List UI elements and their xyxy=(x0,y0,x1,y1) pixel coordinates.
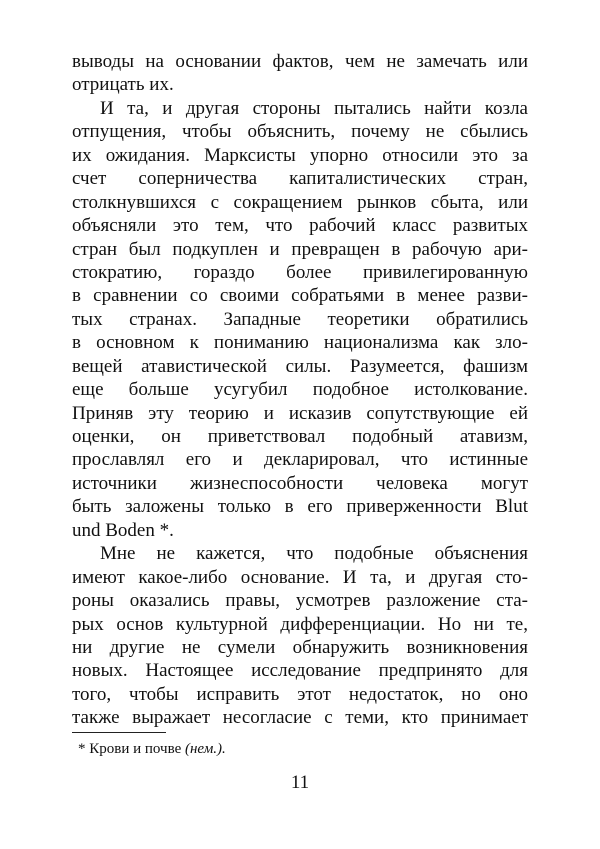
text-line: источники жизнеспособности человека могут xyxy=(72,472,528,494)
text-line: ни другие не сумели обнаружить возникновения xyxy=(72,636,528,658)
paragraph xyxy=(72,50,528,97)
footnote-text: Крови и почве xyxy=(89,741,182,757)
text-line: роны оказались правы, усмотрев разложение ста- xyxy=(72,590,528,612)
text-line: И та, и другая стороны пытались найти козла xyxy=(100,97,528,119)
paragraph xyxy=(72,542,528,730)
text-line: новых. Настоящее исследование предпринято для xyxy=(72,660,528,682)
body-text xyxy=(72,50,528,730)
text-line: стократию, гораздо более привилегированную xyxy=(72,261,528,283)
text-line: рых основ культурной дифференциации. Но ни те, xyxy=(72,613,528,635)
text-line: счет соперничества капиталистических стран, xyxy=(72,168,528,190)
text-line: Мне не кажется, что подобные объяснения xyxy=(100,543,528,565)
text-line: в сравнении со своими собратьями в менее разви- xyxy=(72,285,528,307)
text-line: выводы на основании фактов, чем не замечать или xyxy=(72,51,528,72)
text-line: объясняли это тем, что рабочий класс развитых xyxy=(72,215,528,237)
paragraph xyxy=(72,97,528,542)
text-line: отрицать их. xyxy=(72,74,174,96)
text-line: прославлял его и декларировал, что истинные xyxy=(72,449,528,471)
text-line: в основном к пониманию национализма как зло- xyxy=(72,332,528,354)
text-line: того, чтобы исправить этот недостаток, но оно xyxy=(72,683,528,705)
text-line: стран был подкуплен и превращен в рабочую ари- xyxy=(72,238,528,260)
text-line: und Boden *. xyxy=(72,519,174,541)
footnote-marker: * xyxy=(78,741,86,757)
text-line: их ожидания. Марксисты упорно относили это за xyxy=(72,144,528,166)
text-line: вещей атавистической силы. Разумеется, фашизм xyxy=(72,355,528,377)
text-line: еще больше усугубил подобное истолкование. xyxy=(72,379,528,401)
text-line: Приняв эту теорию и исказив сопутствующие ей xyxy=(72,402,528,424)
text-line: тых странах. Западные теоретики обратились xyxy=(72,308,528,330)
footnote-note: (нем.). xyxy=(184,741,226,757)
text-line: также выражает несогласие с теми, кто принимает xyxy=(72,707,528,729)
page-number: 11 xyxy=(290,772,310,793)
text-line: имеют какое-либо основание. И та, и другая сто- xyxy=(72,566,528,588)
footnote xyxy=(78,741,226,758)
text-line: быть заложены только в его приверженности Blut xyxy=(72,496,528,518)
text-line: оценки, он приветствовал подобный атавизм, xyxy=(72,426,528,447)
text-line: отпущения, чтобы объяснить, почему не сбылись xyxy=(72,121,528,143)
footnote-rule xyxy=(72,732,166,733)
text-line: столкнувшихся с сокращением рынков сбыта, или xyxy=(72,191,528,213)
